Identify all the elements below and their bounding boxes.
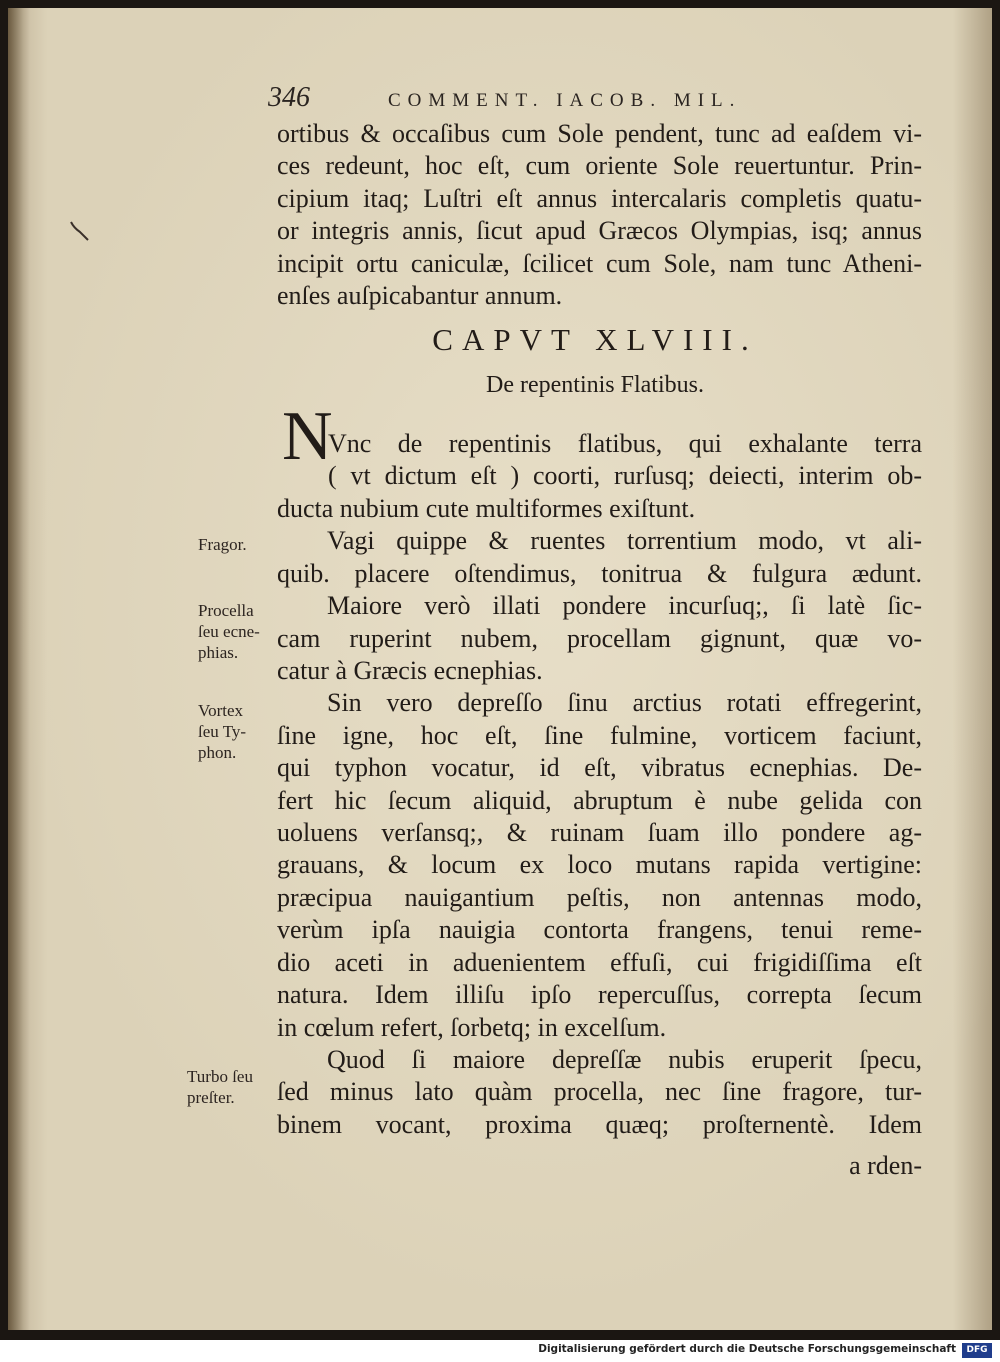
marginal-line: Vortex (198, 701, 244, 720)
text-line: cam ruperint nubem, procellam gignunt, quæ vo- (277, 623, 922, 653)
text-line: Maiore verò illati pondere incurſuq;, ſi latè ſic- (327, 591, 922, 621)
dfg-logo-icon: DFG (962, 1343, 992, 1358)
marginal-note-procella (198, 600, 260, 663)
marginal-line: phias. (198, 643, 239, 662)
text-line: Vnc de repentinis flatibus, qui exhalante terra (328, 429, 922, 458)
opening-lines (328, 428, 922, 493)
text-line: or integris annis, ſicut apud Græcos Olympias, isq; annus (277, 216, 922, 246)
marginal-note-turbo (187, 1066, 253, 1108)
text-line: ces redeunt, hoc eſt, cum oriente Sole reuertuntur. Prin- (277, 151, 922, 181)
intro-paragraph (277, 118, 922, 312)
text-line: natura. Idem illiſu ipſo repercuſſus, correpta ſecum (277, 980, 922, 1010)
text-line: verùm ipſa nauigia contorta frangens, tenui reme- (277, 915, 922, 945)
text-line: ſine igne, hoc eſt, ſine fulmine, vorticem faciunt, (277, 720, 922, 750)
chapter-body (277, 493, 922, 1141)
text-line: Quod ſi maiore depreſſæ nubis eruperit ſpecu, (327, 1044, 922, 1074)
text-line: Sin vero depreſſo ſinu arctius rotati effregerint, (327, 688, 922, 718)
marginal-line: ſeu Ty- (198, 722, 247, 741)
text-line: quib. placere oſtendimus, tonitrua & fulgura ædunt. (277, 558, 922, 588)
gutter-shadow (8, 8, 30, 1330)
funding-credit: Digitalisierung gefördert durch die Deutsche Forschungsgemeinschaft (538, 1343, 956, 1355)
marginal-line: phon. (198, 743, 237, 762)
text-line: enſes auſpicabantur annum. (277, 281, 563, 311)
marginal-line: Fragor. (198, 535, 247, 554)
marginal-line: preſter. (187, 1088, 235, 1107)
catchword-text: a rden- (849, 1151, 922, 1180)
text-line: fert hic ſecum aliquid, abruptum è nube gelida con (277, 785, 922, 815)
marginal-line: ſeu ecne- (198, 622, 260, 641)
running-head (268, 82, 928, 122)
text-line: incipit ortu caniculæ, ſcilicet cum Sole, nam tunc Atheni- (277, 248, 922, 278)
text-line: præcipua nauigantium peſtis, non antennas modo, (277, 882, 922, 912)
page-number: 346 (268, 82, 310, 113)
pen-mark-icon (68, 218, 92, 246)
chapter-subtitle: De repentinis Flatibus. (486, 372, 704, 398)
running-title: COMMENT. IACOB. MIL. (388, 90, 742, 111)
text-line: cipium itaq; Luſtri eſt annus intercalaris completis quatu- (277, 183, 922, 213)
text-line: binem vocant, proxima quæq; proſternentè. Idem (277, 1109, 922, 1139)
text-line: uoluens verſansq;, & ruinam ſuam illo pondere ag- (277, 818, 922, 848)
text-line: grauans, & locum ex loco mutans rapida vertigine: (277, 850, 922, 880)
text-line: qui typhon vocatur, id eſt, vibratus ecnephias. De- (277, 753, 922, 783)
marginal-line: Procella (198, 601, 254, 620)
marginal-line: Turbo ſeu (187, 1067, 253, 1086)
text-line: ſed minus lato quàm procella, nec ſine fragore, tur- (277, 1077, 922, 1107)
catchword (277, 1150, 922, 1182)
text-line: ( vt dictum eſt ) coorti, rurſusq; deiecti, interim ob- (328, 461, 922, 491)
text-line: Vagi quippe & ruentes torrentium modo, vt ali- (327, 526, 922, 556)
text-line: dio aceti in aduenientem effuſi, cui frigidiſſima eſt (277, 947, 922, 977)
text-line: ortibus & occaſibus cum Sole pendent, tunc ad eaſdem vi- (277, 119, 922, 148)
marginal-note-fragor (198, 534, 247, 555)
footer-band (0, 1340, 1000, 1362)
text-line: ducta nubium cute multiformes exiſtunt. (277, 494, 696, 523)
marginal-note-vortex (198, 700, 246, 763)
drop-capital: N (282, 398, 333, 475)
text-line: catur à Græcis ecnephias. (277, 656, 543, 686)
chapter-heading: CAPVT XLVIII. (432, 322, 758, 357)
text-line: in cœlum refert, ſorbetq; in excelſum. (277, 1012, 667, 1042)
